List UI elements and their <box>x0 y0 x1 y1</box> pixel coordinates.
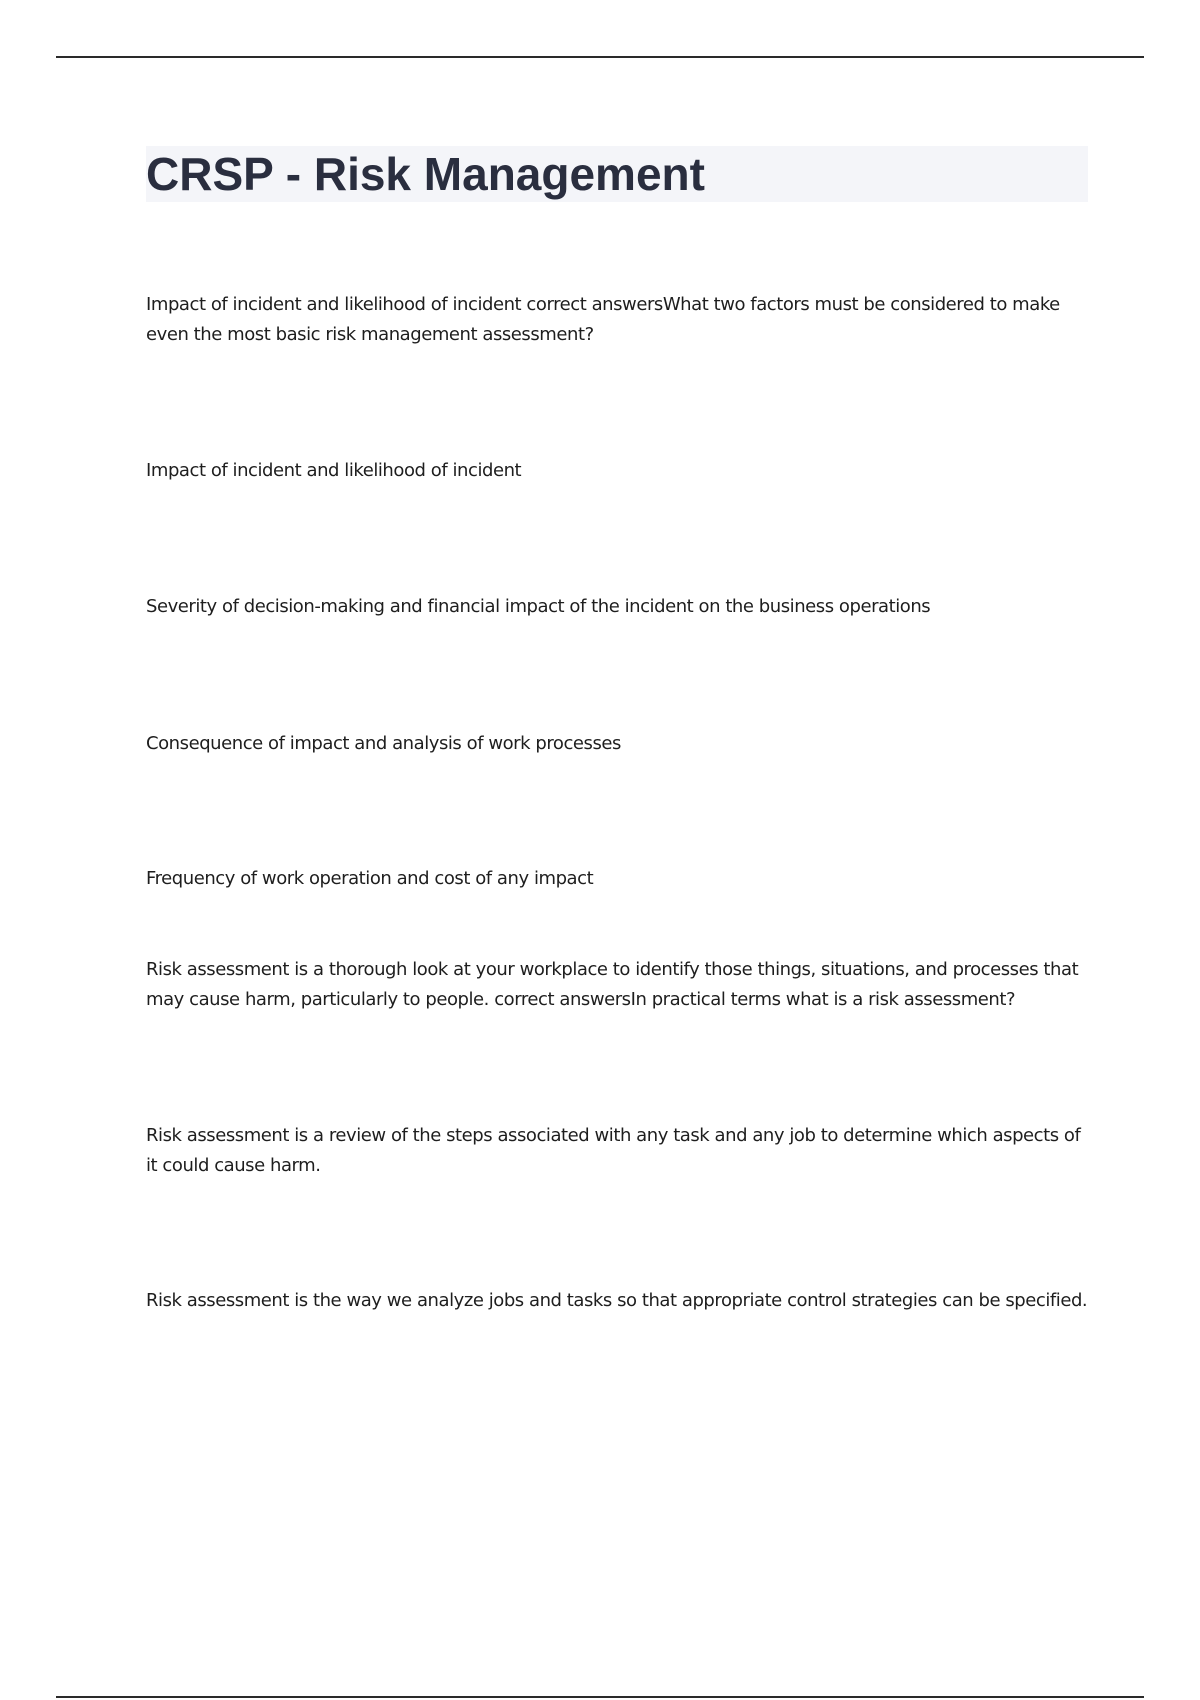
question-paragraph: Impact of incident and likelihood of incident correct answersWhat two factors must be considered to make even the most basic risk management assessment? <box>146 294 1060 345</box>
answer-option: Impact of incident and likelihood of incident <box>146 460 522 481</box>
top-divider <box>56 56 1144 58</box>
question-paragraph: Risk assessment is a thorough look at your workplace to identify those things, situations, and processes that may cause harm, particularly to people. correct answersIn practical terms what is a risk assessment? <box>146 959 1079 1010</box>
answer-option: Severity of decision-making and financial impact of the incident on the business operations <box>146 596 931 617</box>
answer-option: Risk assessment is the way we analyze jobs and tasks so that appropriate control strategies can be specified. <box>146 1290 1088 1311</box>
page-title: CRSP - Risk Management <box>146 148 705 200</box>
answer-option: Consequence of impact and analysis of work processes <box>146 733 621 754</box>
answer-option: Frequency of work operation and cost of any impact <box>146 868 594 889</box>
bottom-divider <box>56 1696 1144 1698</box>
answer-option: Risk assessment is a review of the steps associated with any task and any job to determine which aspects of it could cause harm. <box>146 1125 1081 1176</box>
